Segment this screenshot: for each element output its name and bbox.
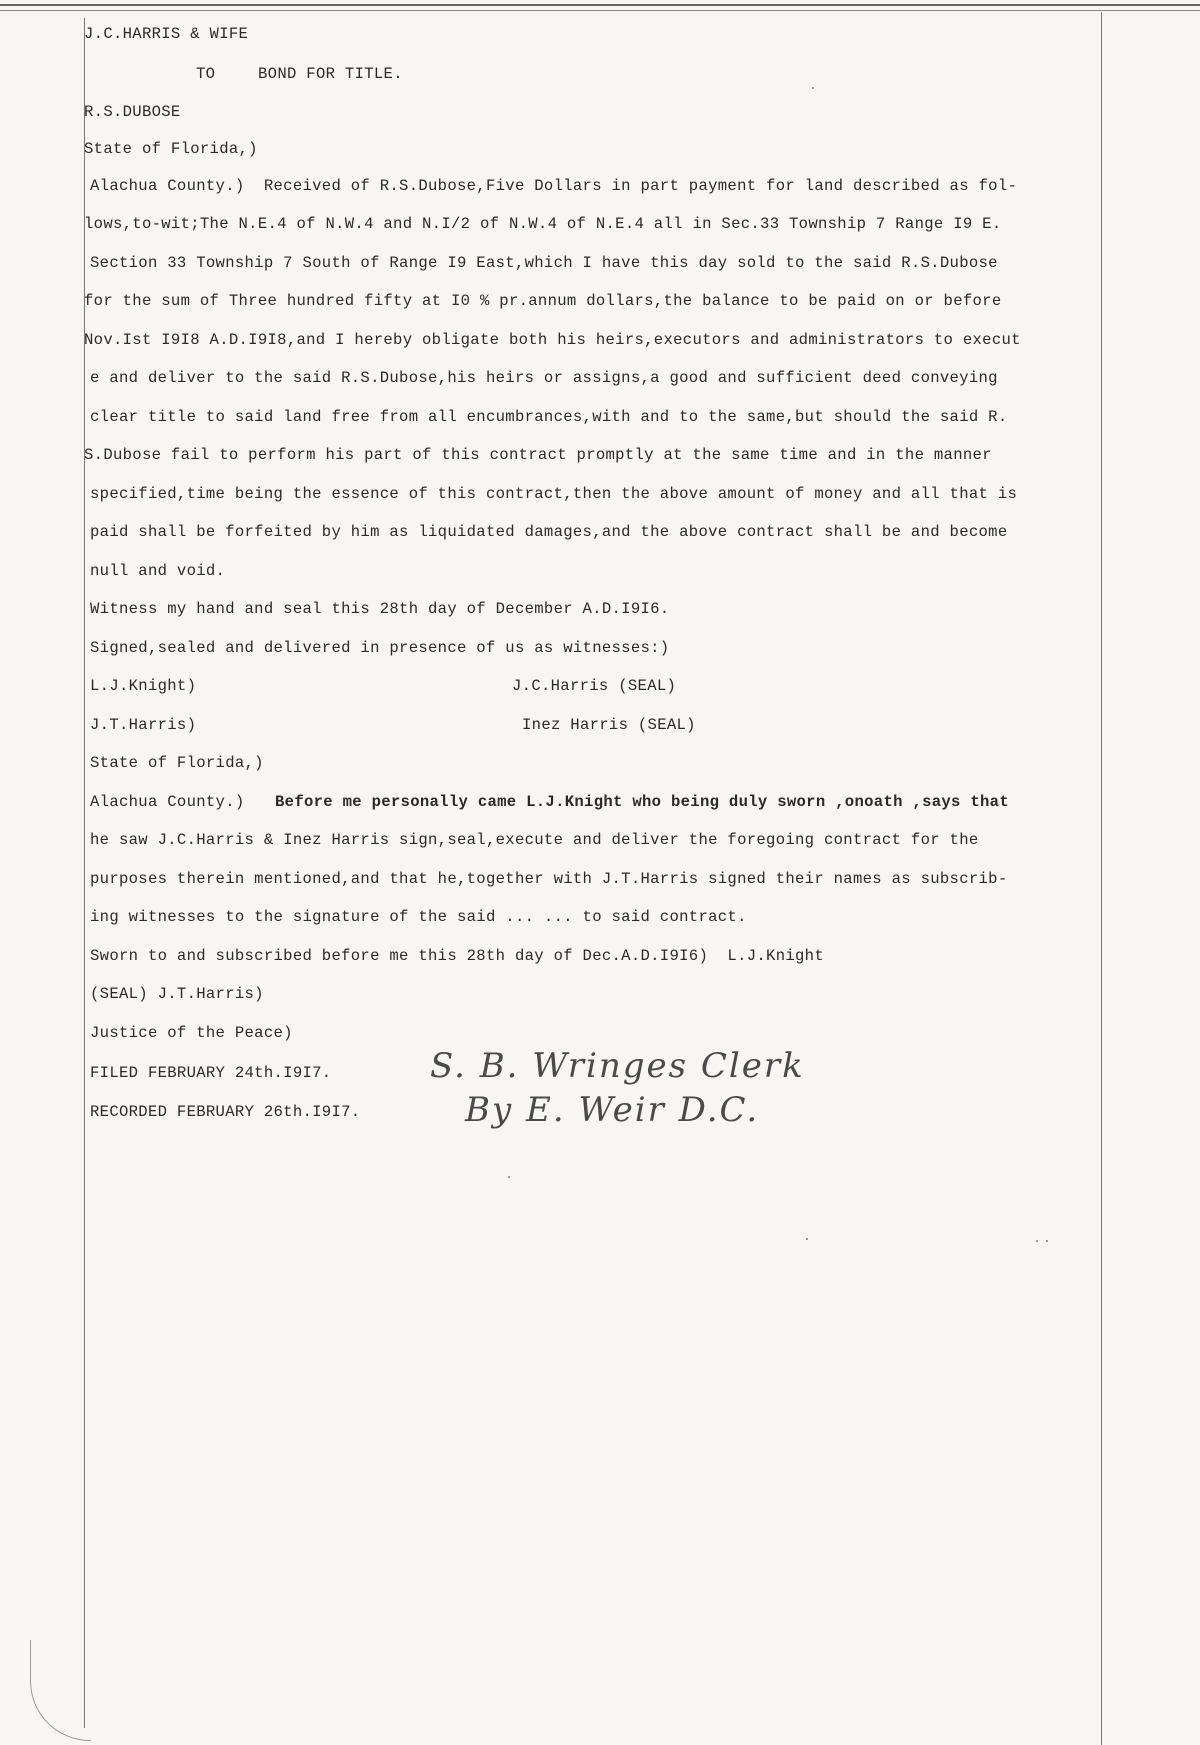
justice-line: Justice of the Peace) xyxy=(90,1024,293,1042)
paragraph-line: S.Dubose fail to perform his part of this contract promptly at the same time and in the manner xyxy=(84,446,992,464)
page-corner-curl xyxy=(30,1640,91,1741)
paragraph-line: for the sum of Three hundred fifty at I0 % pr.annum dollars,the balance to be paid on or before xyxy=(84,292,1002,310)
paper-speck xyxy=(812,87,814,89)
header-parties-from: J.C.HARRIS & WIFE xyxy=(84,25,249,43)
paper-speck xyxy=(1046,1240,1048,1242)
acknowledgment-line: he saw J.C.Harris & Inez Harris sign,seal,execute and deliver the foregoing contract for the xyxy=(90,831,979,849)
paragraph-line: specified,time being the essence of this contract,then the above amount of money and all that is xyxy=(90,485,1018,503)
seal-line: (SEAL) J.T.Harris) xyxy=(90,985,264,1003)
witness-2: J.T.Harris) xyxy=(90,716,197,734)
paragraph-line: null and void. xyxy=(90,562,226,580)
clerk-signature: S. B. Wringes Clerk xyxy=(430,1046,805,1086)
paragraph-line: clear title to said land free from all encumbrances,with and to the same,but should the said R. xyxy=(90,408,1008,426)
signed-line: Signed,sealed and delivered in presence of us as witnesses:) xyxy=(90,639,670,657)
paragraph-line: lows,to-wit;The N.E.4 of N.W.4 and N.I/2 of N.W.4 of N.E.4 all in Sec.33 Township 7 Range I9 E. xyxy=(84,215,1002,233)
top-border-inner xyxy=(0,10,1200,11)
header-to-label: TO xyxy=(196,65,216,83)
left-margin-line xyxy=(84,18,85,1728)
filed-line: FILED FEBRUARY 24th.I9I7. xyxy=(90,1064,332,1082)
paragraph-line: Alachua County.) Received of R.S.Dubose,Five Dollars in part payment for land described as fol- xyxy=(90,177,1018,195)
right-margin-line xyxy=(1101,12,1102,1745)
paper-speck xyxy=(508,1176,510,1178)
paper-speck xyxy=(806,1238,808,1240)
state-line: State of Florida,) xyxy=(84,140,258,158)
deputy-signature: By E. Weir D.C. xyxy=(465,1090,760,1130)
acknowledgment-line: ing witnesses to the signature of the said ... ... to said contract. xyxy=(90,908,747,926)
acknowledgment-first-line: Before me personally came L.J.Knight who being duly sworn ,onoath ,says that xyxy=(275,793,1009,811)
sworn-line: Sworn to and subscribed before me this 28th day of Dec.A.D.I9I6) L.J.Knight xyxy=(90,947,824,965)
paragraph-line: paid shall be forfeited by him as liquidated damages,and the above contract shall be and become xyxy=(90,523,1008,541)
state-line-2: State of Florida,) xyxy=(90,754,264,772)
paragraph-line: Section 33 Township 7 South of Range I9 East,which I have this day sold to the said R.S.Dubose xyxy=(90,254,998,272)
top-border xyxy=(0,4,1200,6)
recorded-line: RECORDED FEBRUARY 26th.I9I7. xyxy=(90,1103,361,1121)
witness-line: Witness my hand and seal this 28th day of December A.D.I9I6. xyxy=(90,600,670,618)
witness-1: L.J.Knight) xyxy=(90,677,197,695)
county-label: Alachua County.) xyxy=(90,793,245,811)
header-instrument: BOND FOR TITLE. xyxy=(258,65,403,83)
signer-1: J.C.Harris (SEAL) xyxy=(512,677,677,695)
paragraph-line: e and deliver to the said R.S.Dubose,his heirs or assigns,a good and sufficient deed conveying xyxy=(90,369,998,387)
signer-2: Inez Harris (SEAL) xyxy=(522,716,696,734)
acknowledgment-line: purposes therein mentioned,and that he,together with J.T.Harris signed their names as subscrib- xyxy=(90,870,1008,888)
header-parties-to: R.S.DUBOSE xyxy=(84,103,181,121)
paper-speck xyxy=(1036,1240,1038,1242)
paragraph-line: Nov.Ist I9I8 A.D.I9I8,and I hereby obligate both his heirs,executors and administrators to execut xyxy=(84,331,1021,349)
